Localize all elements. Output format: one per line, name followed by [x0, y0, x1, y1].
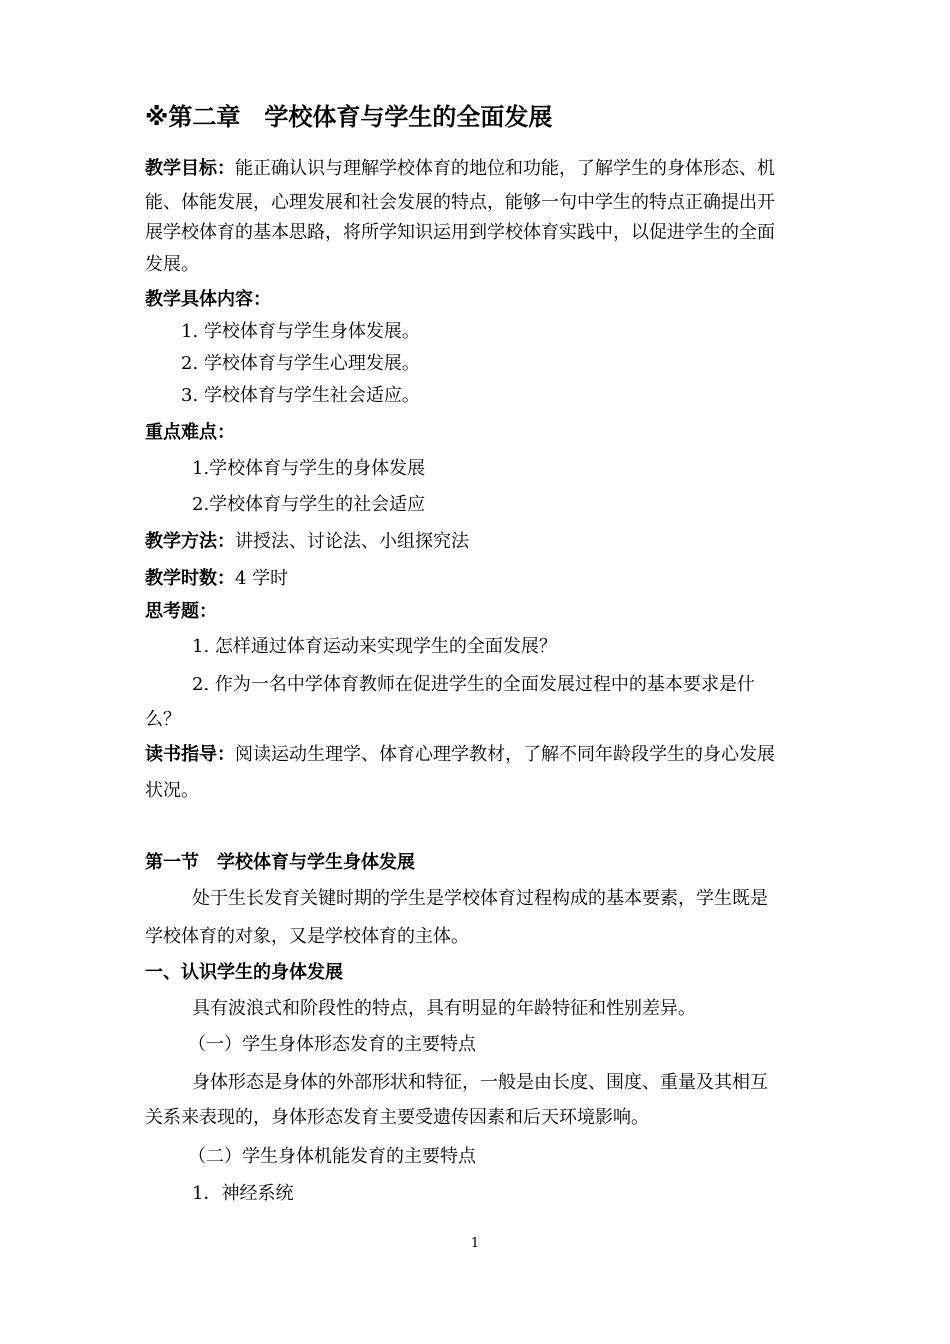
goals-line-3: 展学校体育的基本思路，将所学知识运用到学校体育实践中，以促进学生的全面	[145, 222, 775, 243]
reading-text: 阅读运动生理学、体育心理学教材，了解不同年龄段学生的身心发展	[235, 744, 775, 765]
section-heading: 第一节 学校体育与学生身体发展	[145, 852, 415, 873]
subsection-heading: 一、认识学生的身体发展	[145, 962, 343, 983]
item-subheading: 1．神经系统	[192, 1183, 294, 1204]
key-point-item: 1.学校体育与学生的身体发展	[192, 458, 426, 479]
methods-text: 讲授法、讨论法、小组探究法	[235, 531, 469, 552]
reading-line-2: 状况。	[145, 780, 199, 801]
hours-line	[145, 567, 288, 591]
hours-label: 教学时数：	[145, 568, 235, 589]
key-points-label: 重点难点：	[145, 422, 235, 443]
subsection-text: 具有波浪式和阶段性的特点，具有明显的年龄特征和性别差异。	[192, 998, 696, 1019]
goals-line-1	[145, 157, 775, 181]
item-heading: （一）学生身体形态发育的主要特点	[188, 1034, 476, 1055]
key-point-item: 2.学校体育与学生的社会适应	[192, 494, 426, 515]
goals-text: 能正确认识与理解学校体育的地位和功能，了解学生的身体形态、机	[235, 158, 775, 179]
methods-label: 教学方法：	[145, 531, 235, 552]
question-item: 1. 怎样通过体育运动来实现学生的全面发展？	[192, 636, 557, 657]
chapter-title: ※第二章 学校体育与学生的全面发展	[145, 103, 553, 131]
section-para-line-2: 学校体育的对象，又是学校体育的主体。	[145, 926, 469, 947]
item-heading: （二）学生身体机能发育的主要特点	[188, 1146, 476, 1167]
item-para-line-1: 身体形态是身体的外部形状和特征，一般是由长度、围度、重量及其相互	[192, 1072, 768, 1093]
reading-line-1	[145, 743, 775, 767]
content-item: 3. 学校体育与学生社会适应。	[181, 385, 420, 406]
methods-line	[145, 530, 469, 554]
goals-label: 教学目标：	[145, 158, 235, 179]
content-label: 教学具体内容：	[145, 289, 271, 310]
section-para-line-1: 处于生长发育关键时期的学生是学校体育过程构成的基本要素，学生既是	[192, 888, 768, 909]
question-item: 2. 作为一名中学体育教师在促进学生的全面发展过程中的基本要求是什	[192, 674, 755, 695]
goals-line-4: 发展。	[145, 254, 199, 275]
questions-label: 思考题：	[145, 601, 217, 622]
page-number: 1	[470, 1236, 480, 1251]
item-para-line-2: 关系来表现的，身体形态发育主要受遗传因素和后天环境影响。	[145, 1107, 649, 1128]
content-item: 2. 学校体育与学生心理发展。	[181, 353, 420, 374]
question-item-cont: 么？	[145, 709, 181, 730]
goals-line-2: 能、体能发展，心理发展和社会发展的特点，能够一句中学生的特点正确提出开	[145, 192, 775, 213]
content-item: 1. 学校体育与学生身体发展。	[181, 321, 420, 342]
reading-label: 读书指导：	[145, 744, 235, 765]
hours-text: 4 学时	[235, 568, 289, 589]
